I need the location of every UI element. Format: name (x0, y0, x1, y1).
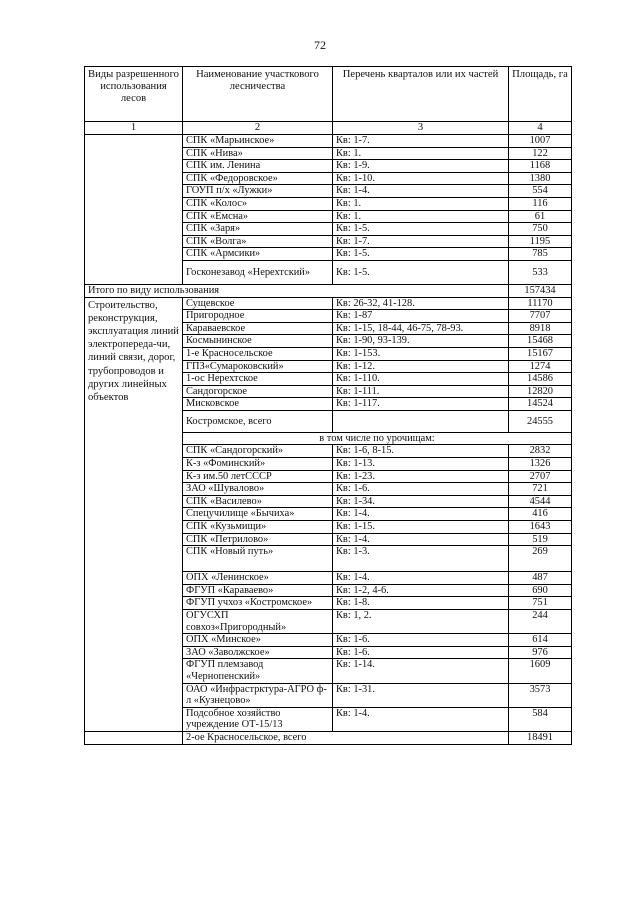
page-number: 72 (314, 38, 326, 52)
area-value: 12820 (509, 385, 572, 398)
header-forestry: Наименование участкового лесничества (183, 67, 333, 122)
forestry-name: СПК «Нива» (183, 147, 333, 160)
column-number: 2 (183, 122, 333, 135)
forestry-name: СПК «Волга» (183, 235, 333, 248)
area-value: 2832 (509, 445, 572, 458)
area-value: 244 (509, 610, 572, 634)
forestry-name: Сущевское (183, 297, 333, 310)
block-list: Кв: 1-12. (333, 360, 509, 373)
area-value: 1643 (509, 521, 572, 534)
area-value: 122 (509, 147, 572, 160)
block-list: Кв: 1. (333, 210, 509, 223)
final-label-empty (85, 731, 183, 744)
block-list: Кв: 1-4. (333, 508, 509, 521)
forestry-name: ФГУП «Караваево» (183, 584, 333, 597)
area-value: 519 (509, 533, 572, 546)
forestry-name: СПК «Василево» (183, 495, 333, 508)
table-row (85, 297, 572, 310)
block-list: Кв: 1-13. (333, 458, 509, 471)
forestry-name: Подсобное хозяйство учреждение ОТ-15/13 (183, 707, 333, 731)
area-value: 4544 (509, 495, 572, 508)
block-list: Кв: 1-8. (333, 597, 509, 610)
block-list: Кв: 1-110. (333, 373, 509, 386)
forestry-name: СПК «Федоровское» (183, 172, 333, 185)
forestry-name: СПК «Петрилово» (183, 533, 333, 546)
forestry-name: ОГУСХП совхоз«Пригородный» (183, 610, 333, 634)
forestry-name: Космынинское (183, 335, 333, 348)
block-list: Кв: 1-15. (333, 521, 509, 534)
block-list: Кв: 1-4. (333, 533, 509, 546)
column-number: 1 (85, 122, 183, 135)
forestry-name: Мисковское (183, 398, 333, 411)
forestry-name: Караваевское (183, 322, 333, 335)
area-value: 750 (509, 223, 572, 236)
forestry-name: СПК «Заря» (183, 223, 333, 236)
block-list: Кв: 1-7. (333, 235, 509, 248)
forestry-name: Пригородное (183, 310, 333, 323)
area-value: 1168 (509, 160, 572, 173)
block-list: Кв: 1-117. (333, 398, 509, 411)
block-list: Кв: 1-6. (333, 483, 509, 496)
block-list: Кв: 1-6. (333, 646, 509, 659)
block-list: Кв: 1-3. (333, 546, 509, 572)
forestry-name: 1-е Красносельское (183, 347, 333, 360)
area-value: 15167 (509, 347, 572, 360)
area-value: 533 (509, 260, 572, 284)
area-value: 14586 (509, 373, 572, 386)
area-value: 7707 (509, 310, 572, 323)
block-list: Кв: 1-153. (333, 347, 509, 360)
area-value: 554 (509, 185, 572, 198)
table-row (85, 284, 572, 297)
forestry-name: СПК им. Ленина (183, 160, 333, 173)
area-value: 24555 (509, 410, 572, 432)
forestry-name: Госконезавод «Нерехтский» (183, 260, 333, 284)
column-number: 3 (333, 122, 509, 135)
forestry-name: ЗАО «Заволжское» (183, 646, 333, 659)
header-blocks: Перечень кварталов или их частей (333, 67, 509, 122)
block-list: Кв: 1-31. (333, 683, 509, 707)
area-value: 1380 (509, 172, 572, 185)
area-value: 614 (509, 634, 572, 647)
block-list: Кв: 1-87 (333, 310, 509, 323)
block-list: Кв: 1-4. (333, 185, 509, 198)
forestry-name: ГОУП п/х «Лужки» (183, 185, 333, 198)
block-list: Кв: 1, 2. (333, 610, 509, 634)
column-number: 4 (509, 122, 572, 135)
total-area: 157434 (509, 284, 572, 297)
area-value: 976 (509, 646, 572, 659)
forestry-name: Спецучилище «Бычиха» (183, 508, 333, 521)
block-list: Кв: 1. (333, 197, 509, 210)
forestry-name: Сандогорское (183, 385, 333, 398)
block-list: Кв: 1-14. (333, 659, 509, 683)
block-list: Кв: 1-34. (333, 495, 509, 508)
forestry-name: 1-ос Нерехтское (183, 373, 333, 386)
forestry-name: ГПЗ«Сумароковский» (183, 360, 333, 373)
forestry-name: СПК «Емсна» (183, 210, 333, 223)
area-value: 116 (509, 197, 572, 210)
header-row (85, 67, 572, 122)
area-value: 785 (509, 248, 572, 261)
forestry-name: ФГУП учхоз «Костромское» (183, 597, 333, 610)
block-list: Кв: 1-4. (333, 572, 509, 585)
area-value: 690 (509, 584, 572, 597)
use-type: Строительство, реконструкция, эксплуатация линий электропереда-чи, линий связи, дорог, трубопроводов и других линейных объектов (85, 297, 183, 731)
area-value: 721 (509, 483, 572, 496)
area-value: 61 (509, 210, 572, 223)
area-value: 269 (509, 546, 572, 572)
forestry-name: ЗАО «Шувалово» (183, 483, 333, 496)
area-value: 1326 (509, 458, 572, 471)
header-use: Виды разрешенного использования лесов (85, 67, 183, 122)
final-label: 2-ое Красносельское, всего (183, 731, 509, 744)
block-list: Кв: 26-32, 41-128. (333, 297, 509, 310)
final-area: 18491 (509, 731, 572, 744)
block-list: Кв: 1-4. (333, 707, 509, 731)
block-list: Кв: 1-5. (333, 223, 509, 236)
forestry-name: ФГУП племзавод «Чернопенский» (183, 659, 333, 683)
table-row (85, 731, 572, 744)
total-label: Итого по виду использования (85, 284, 509, 297)
forestry-name: К-з «Фоминский» (183, 458, 333, 471)
area-value: 1195 (509, 235, 572, 248)
block-list: Кв: 1-6. (333, 634, 509, 647)
use-cell-empty (85, 135, 183, 285)
forest-use-table (84, 66, 572, 745)
forestry-name: СПК «Сандогорский» (183, 445, 333, 458)
block-list: Кв: 1-5. (333, 260, 509, 284)
block-list: Кв: 1-7. (333, 135, 509, 148)
subheader: в том числе по урочищам: (183, 432, 572, 445)
header-area: Площадь, га (509, 67, 572, 122)
block-list: Кв: 1-2, 4-6. (333, 584, 509, 597)
area-value: 2707 (509, 470, 572, 483)
table-row (85, 135, 572, 148)
block-list: Кв: 1-5. (333, 248, 509, 261)
block-list: Кв: 1-90, 93-139. (333, 335, 509, 348)
block-list: Кв: 1-15, 18-44, 46-75, 78-93. (333, 322, 509, 335)
area-value: 11170 (509, 297, 572, 310)
area-value: 751 (509, 597, 572, 610)
forestry-name: СПК «Новый путь» (183, 546, 333, 572)
block-list: Кв: 1-23. (333, 470, 509, 483)
area-value: 3573 (509, 683, 572, 707)
area-value: 1609 (509, 659, 572, 683)
area-value: 8918 (509, 322, 572, 335)
area-value: 1007 (509, 135, 572, 148)
area-value: 1274 (509, 360, 572, 373)
area-value: 584 (509, 707, 572, 731)
block-list: Кв: 1-10. (333, 172, 509, 185)
block-list: Кв: 1-111. (333, 385, 509, 398)
forestry-name: К-з им.50 летСССР (183, 470, 333, 483)
forestry-name: СПК «Армсики» (183, 248, 333, 261)
block-list-empty (333, 410, 509, 432)
forestry-name: СПК «Марьинское» (183, 135, 333, 148)
forestry-name: СПК «Кузьмищи» (183, 521, 333, 534)
table-body (85, 135, 572, 745)
area-value: 14524 (509, 398, 572, 411)
forestry-name: Костромское, всего (183, 410, 333, 432)
area-value: 15468 (509, 335, 572, 348)
area-value: 487 (509, 572, 572, 585)
block-list: Кв: 1-6, 8-15. (333, 445, 509, 458)
column-number-row (85, 122, 572, 135)
block-list: Кв: 1. (333, 147, 509, 160)
forestry-name: СПК «Колос» (183, 197, 333, 210)
forestry-name: ОАО «Инфрастрктура-АГРО ф-л «Кузнецово» (183, 683, 333, 707)
area-value: 416 (509, 508, 572, 521)
forestry-name: ОПХ «Минское» (183, 634, 333, 647)
forestry-name: ОПХ «Ленинское» (183, 572, 333, 585)
block-list: Кв: 1-9. (333, 160, 509, 173)
